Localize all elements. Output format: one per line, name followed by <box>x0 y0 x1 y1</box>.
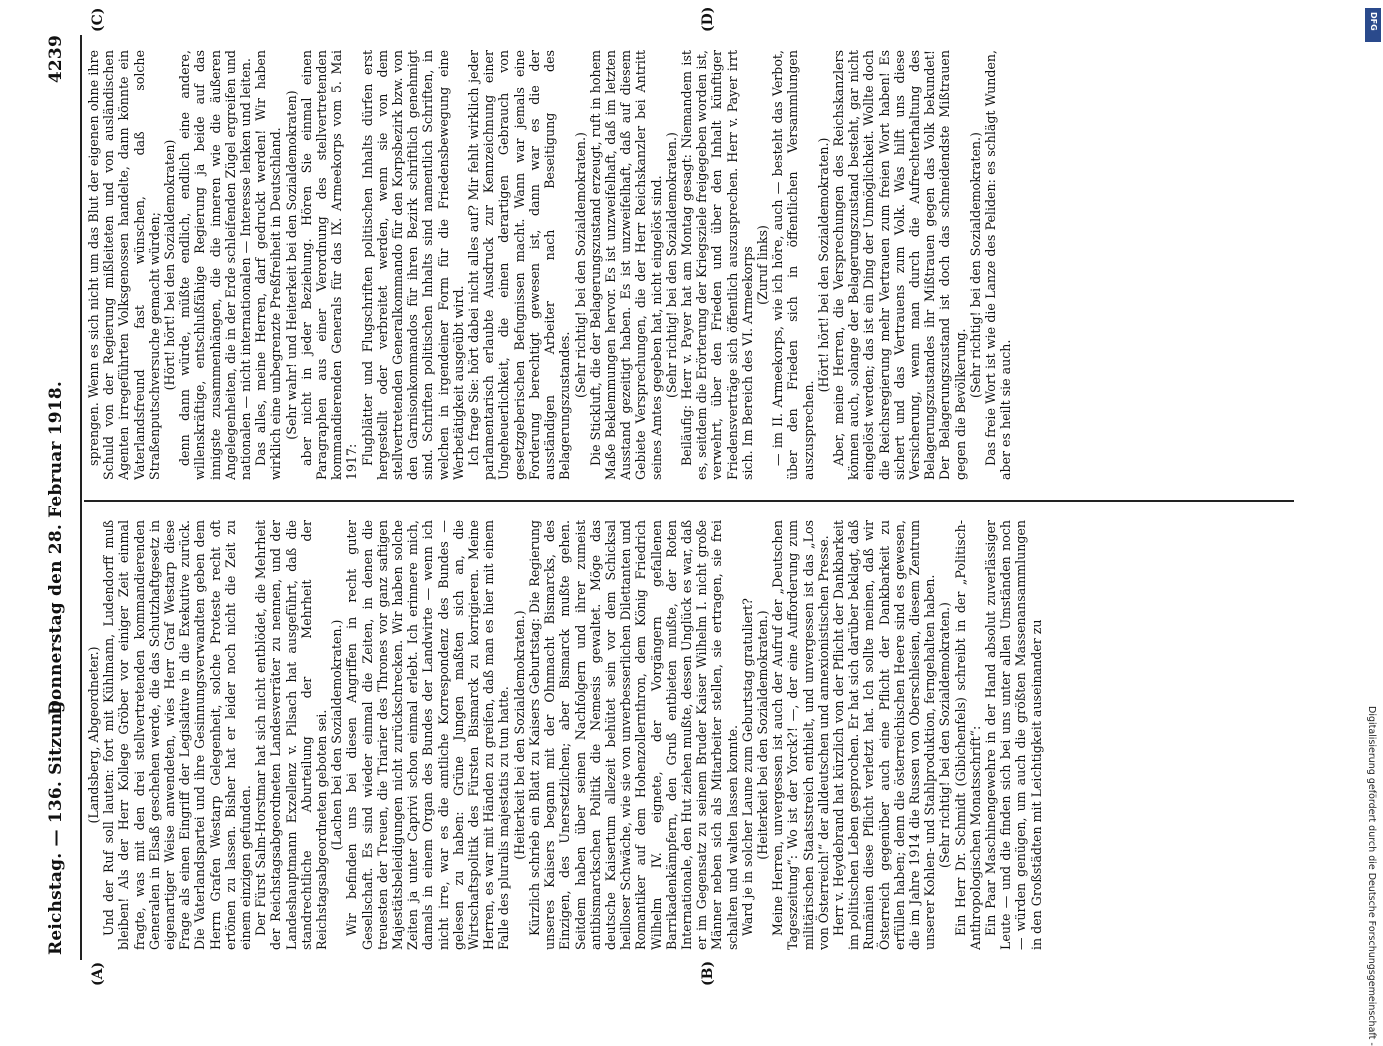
right-column-paragraph: aber nicht in jeder Beziehung. Hören Sie einmal einen Paragraphen aus einer Verordnung des stellvertretenden kommandierenden Generals für das IX. Armeekorps vom 5. Mai 1917: <box>298 50 360 480</box>
left-column-paragraph: (Sehr richtig! bei den Sozialdemokraten.) <box>937 602 953 868</box>
right-column-paragraph: Das alles, meine Herren, darf gedruckt werden! Wir haben wirklich eine unbegrenzte Preßfreiheit in Deutschland. <box>253 50 284 480</box>
left-column-paragraph: Wir befinden uns bei diesen Angriffen in recht guter Gesellschaft. Es sind wieder einmal die Zeiten, in denen die treuesten der Treuen, die Triarier des Thrones vor ganz saftigen Majestätsbeleidigungen nicht zurückschrecken. Wir haben solche Zeiten ja unter Caprivi schon einmal erlebt. Ich erinnere mich, damals in einem Organ des Bundes der Landwirte — wenn ich nicht irre, war es die amtliche Korrespondenz des Bundes — gelesen zu haben: Grüne Jungen maßten sich an, die Wirtschaftspolitik des Fürsten Bismarck zu korrigieren. Meine Herren, es war mit Händen zu greifen, daß man es hier mit einem Falle des pluralis majestatis zu tun hatte. <box>344 520 512 950</box>
left-column-paragraph: Der Fürst Salm-Horstmar hat sich nicht entblödet, die Mehrheit der Reichstagsabgeordneten Landesverräter zu nennen, und der Landeshauptmann Exzellenz v. Pilsach hat ausgeführt, daß die standrechtliche Aburteilung der Mehrheit der Reichstagsabgeordneten geboten sei. <box>253 520 330 950</box>
header-rule <box>80 35 82 960</box>
margin-mark-b: (B) <box>700 960 716 986</box>
left-column-paragraph: Ein Paar Maschinengewehre in der Hand absolut zuverlässiger Leute — und die finden sich bei uns unter allen Umständen noch — würden genügen, um auch die größten Massenansammlungen in den Großstädten mit Leichtigkeit auseinander zu <box>982 520 1044 950</box>
right-column-paragraph: (Zuruf links) <box>754 225 770 305</box>
column-divider <box>84 500 1294 502</box>
right-column-paragraph: Die Stickluft, die der Belagerungszustand erzeugt, ruft in hohem Maße Beklemmungen hervor. Es ist unzweifelhaft, daß im letzten Ausstand gezeitigt haben. Es ist unzweifelhaft, daß auf diesem Gebiete Versprechungen, die der Herr Reichskanzler bei Antritt seines Amtes gegeben hat, nicht eingelöst sind. <box>587 50 664 480</box>
dfg-logo-text: DFG <box>1369 12 1378 31</box>
margin-mark-a: (A) <box>90 961 106 986</box>
right-column-paragraph: denn dann würde, müßte endlich, endlich eine andere, willenskräftige, entschlußfähige Regierung ja beide auf das innigste zusammenhängen, die die inneren wie die äußeren Angelegenheiten, die in der Erde schleifenden Zügel ergreifen und nationalen — nicht internationalen — Interesse lenken und leiten. <box>177 50 254 480</box>
left-column-paragraph: Ward je in solcher Laune zum Geburtstag gratuliert? <box>739 598 755 936</box>
right-column-paragraph: sprengen. Wenn es sich nicht um das Blut der eigenen ohne ihre Schuld von der Regierung mißleiteten und von ausländischen Agenten irregeführten Volksgenossen handelte, dann könnte ein Vaterlandsfreund fast wünschen, daß solche Straßenputschversuche gemacht würden; <box>86 50 162 480</box>
right-column-paragraph: (Hört! hört! bei den Sozialdemokraten.) <box>815 137 831 393</box>
left-column-paragraph: (Landsberg, Abgeordneter.) <box>86 646 101 824</box>
right-column-paragraph: Flugblätter und Flugschriften politischen Inhalts dürfen erst hergestellt oder verbreitet werden, wenn sie von dem stellvertretenden Generalkommando für den Korpsbezirk bzw. von den Garnisonkommandos für ihren Bezirk schriftlich genehmigt sind. Schriften politischen Inhalts sind namentlich Schriften, in welchen in irgendeiner Form für die Friedensbewegung eine Werbetätigkeit ausgeübt wird. <box>359 50 466 480</box>
credit-text: Digitalisierung gefördert durch die Deutsche Forschungsgemeinschaft - <box>1366 706 1377 1046</box>
right-column-paragraph: Ich frage Sie: hört dabei nicht alles auf? Mir fehlt wirklich jeder parlamentarisch erlaubte Ausdruck zur Kennzeichnung einer Ungeheuerlichkeit, die einen derartigen Gebrauch von gesetzgeberischen Befugnissen macht. Wann war jemals eine Forderung berechtigt gewesen ist, dann war es die der ausständigen Arbeiter nach Beseitigung des Belagerungszustandes. <box>466 50 573 480</box>
left-column-paragraph: (Heiterkeit bei den Sozialdemokraten.) <box>511 610 527 860</box>
right-column-paragraph: (Hört! hört! bei den Sozialdemokraten) <box>162 139 178 391</box>
margin-mark-d: (D) <box>700 6 716 32</box>
left-column-paragraph: Herr v. Heydebrand hat kürzlich von der Pflicht der Dankbarkeit im politischen Leben gesprochen. Er hat sich darüber beklagt, daß Rumänien diese Pflicht verletzt hat. Ich sollte meinen, daß wir Österreich gegenüber auch eine Pflicht der Dankbarkeit zu erfüllen haben; denn die österreichischen Heere sind es gewesen, die im Jahre 1914 die Russen von Oberschlesien, diesem Zentrum unserer Kohlen- und Stahlproduktion, ferngehalten haben. <box>830 520 938 950</box>
left-column-paragraph: Kürzlich schrieb ein Blatt zu Kaisers Geburtstag: Die Regierung unseres Kaisers begann mit der Ohnmacht Bismarcks, des Einzigen, des Unersetzlichen; aber Bismarck mußte gehen. Seitdem haben über seinen Nachfolgern und ihrer zumeist antibismarckschen Politik die Nemesis gewaltet. Möge das deutsche Kaisertum allezeit behütet sein vor dem Schicksal heilloser Schwäche, wie sie von unverbesserlichen Dilettanten und Romantiker auf dem Hohenzollernthron, dem König Friedrich Wilhelm IV. eignete, der Vorgängern gefallenen Barrikadenkämpfern, den Gruß entbieten mußte, der Roten Internationale, den Hut ziehen mußte, dessen Unglück es war, daß er im Gegensatz zu seinem Bruder Kaiser Wilhelm I. nicht große Männer neben sich als Mitarbeiter stellen, sie ertragen, sie frei schalten und walten lassen konnte. <box>526 520 740 950</box>
page-header <box>40 35 76 955</box>
header-date: Donnerstag den 28. Februar 1918. <box>46 381 66 715</box>
right-column-paragraph: Aber, meine Herren, die Versprechungen des Reichskanzlers können auch, solange der Belagerungszustand besteht, gar nicht eingelöst werden; das ist ein Ding der Unmöglichkeit. Wollte doch die Reichsregierung mehr Vertrauen zum freien Wort haben! Es sichert und das Vertrauens zum Volk. Was hilft uns diese Versicherung, wenn man durch die Aufrechterhaltung des Belagerungszustandes ihr Mißtrauen gegen das Volk bekundet! Der Belagerungszustand ist doch das schneidendste Mißtrauen gegen die Bevölkerung. <box>830 50 968 480</box>
left-column <box>86 520 1286 950</box>
left-column-paragraph: (Heiterkeit bei den Sozialdemokraten.) <box>754 610 770 860</box>
right-column-paragraph: Beiläufig: Herr v. Payer hat am Montag gesagt: Niemandem ist es, seitdem die Erörterung der Kriegsziele freigegeben worden ist, verwehrt, über den Frieden und über den Inhalt künftiger Friedensverträge sich öffentlich auszusprechen. Herr v. Payer irrt sich. Im Bereich des VI. Armeekorps <box>678 50 755 480</box>
left-column-paragraph: Meine Herren, unvergessen ist auch der Aufruf der „Deutschen Tageszeitung“: Wo ist der Yorck?! —, der eine Aufforderung zum militärischen Staatsstreich enthielt, und unvergessen ist das „Los von Österreich!“ der alldeutschen und annexionistischen Presse. <box>770 520 831 950</box>
digitization-credit <box>1365 6 1379 1046</box>
right-column-paragraph: (Sehr richtig! bei den Sozialdemokraten.) <box>572 132 588 398</box>
right-column-paragraph: (Sehr richtig! bei den Sozialdemokraten.) <box>663 132 679 398</box>
page-number: 4239 <box>46 35 66 84</box>
header-session: Reichstag. — 136. Sitzung. <box>46 694 66 955</box>
right-column-paragraph: Das freie Wort ist wie die Lanze des Peliden: es schlägt Wunden, aber es heilt sie auch. <box>982 50 1014 480</box>
right-column <box>86 50 1286 480</box>
margin-mark-c: (C) <box>90 7 106 32</box>
right-column-paragraph: — im II. Armeekorps, wie ich höre, auch — besteht das Verbot, über den Frieden sich in öffentlichen Versammlungen auszusprechen. <box>770 50 816 480</box>
left-column-paragraph: Und der Ruf soll lauten: fort mit Kühlmann, Ludendorff muß bleiben! Als der Herr Kollege Gröber vor einiger Zeit einmal fragte, was mit den drei stellvertretenden kommandierenden Generalen in Elsaß geschehen werde, die das Schutzhaftgesetz in eigenartiger Weise anwendeten, wies Herr Graf Westarp diese Frage als einen Eingriff der Legislative in die Exekutive zurück. Die Vaterlandspartei und ihre Gesinnungsverwandten geben dem Herrn Grafen Westarp Gelegenheit, solche Proteste recht oft ertönen zu lassen. Bisher hat er leider noch nicht die Zeit zu einem einzigen gefunden. <box>101 520 254 950</box>
right-column-paragraph: (Sehr wahr! und Heiterkeit bei den Sozialdemokraten) <box>283 90 299 440</box>
left-column-paragraph: Ein Herr Dr. Schmidt (Gibichenfels) schreibt in der „Politisch-Anthropologischen Monatsschrift“: <box>952 520 983 950</box>
dfg-logo-icon <box>1365 8 1381 42</box>
left-column-paragraph: (Lachen bei den Sozialdemokraten.) <box>329 619 345 851</box>
right-column-paragraph: (Sehr richtig! bei den Sozialdemokraten.) <box>967 132 983 398</box>
